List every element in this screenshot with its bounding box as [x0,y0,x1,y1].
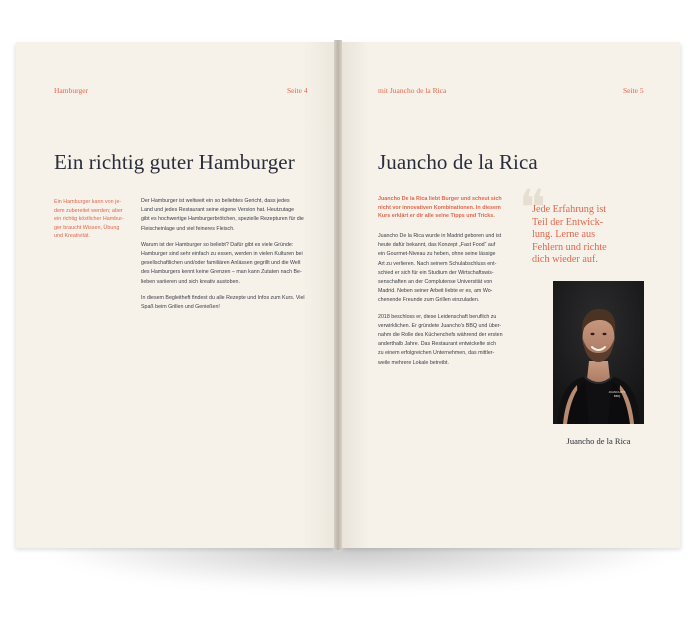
left-body-text [141,197,321,319]
sidebar-line: ger braucht Wissen, Übung [54,224,120,231]
shirt-logo: JUANCHO'S BBQ [608,390,626,398]
paragraph: In diesem Begleitheft findest du alle Rezepte und Infos zum Kurs. Viel Spaß beim Grillen und Genießen! [141,294,305,311]
intro-line: Juancho De la Rica liebt Burger und scheut sich [378,196,502,202]
sidebar-line: ein richtig köstlicher Hambur- [54,216,124,223]
paragraph: Der Hamburger ist weltweit ein so beliebtes Gericht, dass jedes Land und jedes Restaurant seine eigene Version hat. Heutzutage gibt es hochwertige Hamburgerbrötchen, spezielle Rezepturen für die Fleischeinlage und viel feineres Fleisch. [141,198,304,232]
photo-caption: Juancho de la Rica [566,436,631,446]
quote-line: lung. Lerne aus [532,229,596,241]
right-body-text [378,232,518,375]
quote-line: dich wieder auf. [532,254,598,266]
book-gutter [334,40,342,550]
pull-quote [532,204,642,267]
left-page-number: Seite 4 [287,86,308,95]
right-intro-text [378,195,518,221]
right-page-number: Seite 5 [623,86,644,95]
sidebar-line: Ein Hamburger kann von je- [54,199,122,205]
sidebar-line: dem zubereitet werden; aber [54,207,123,214]
paragraph: Warum ist der Hamburger so beliebt? Dafür gibt es viele Gründe: Hamburger sind sehr einfach zu essen, werden in vielen Kulturen bei gesellschaftlichen und/oder familiären Anlässen gegrillt und die Welt des Hamburgers kennt keine Grenzen – man kann Zutaten nach Be- lieben variieren und sich kreativ austoben. [141,241,303,285]
paragraph: Juancho De la Rica wurde in Madrid geboren und ist heute dafür bekannt, das Konzept „Fast Food“ auf ein Gourmet-Niveau zu heben, ohne seine lässige Art zu verlieren. Nach seinem Schulabschluss ent- schied er sich für ein Studium der Wirtschaftswis- senschaften an der Complutense Universität von Madrid. Neben seiner Arbeit liebte er es, am Wo- chenende Freunde zum Grillen einzuladen. [378,233,502,304]
sidebar-line: und Kreativität. [54,233,90,240]
left-sidebar-lead [54,198,134,241]
quote-mark-icon: ❝ [519,180,546,236]
left-page-title: Ein richtig guter Hamburger [54,150,295,174]
intro-line: nicht vor innovativen Kombinationen. In diesem [378,204,501,211]
paragraph: 2018 beschloss er, diese Leidenschaft beruflich zu verwirklichen. Er gründete Juancho's BBQ und über- nahm die Rolle des Küchenchefs während der ersten anderthalb Jahre. Das Restaurant entwickelte sich zu einem erfolgreichen Unternehmen, das mittler- weile mehrere Lokale betreibt. [378,313,503,366]
left-running-head: Hamburger [54,86,89,95]
right-running-head: mit Juancho de la Rica [378,86,447,95]
quote-line: Fehlern und richte [532,241,607,253]
quote-line: Jede Erfahrung ist [532,204,607,215]
quote-line: Teil der Entwick- [532,216,604,228]
portrait-illustration [553,281,644,424]
right-page-title: Juancho de la Rica [378,150,538,174]
intro-line: Kurs erklärt er dir alle seine Tipps und Tricks. [378,213,495,220]
chef-portrait-photo [553,281,644,424]
